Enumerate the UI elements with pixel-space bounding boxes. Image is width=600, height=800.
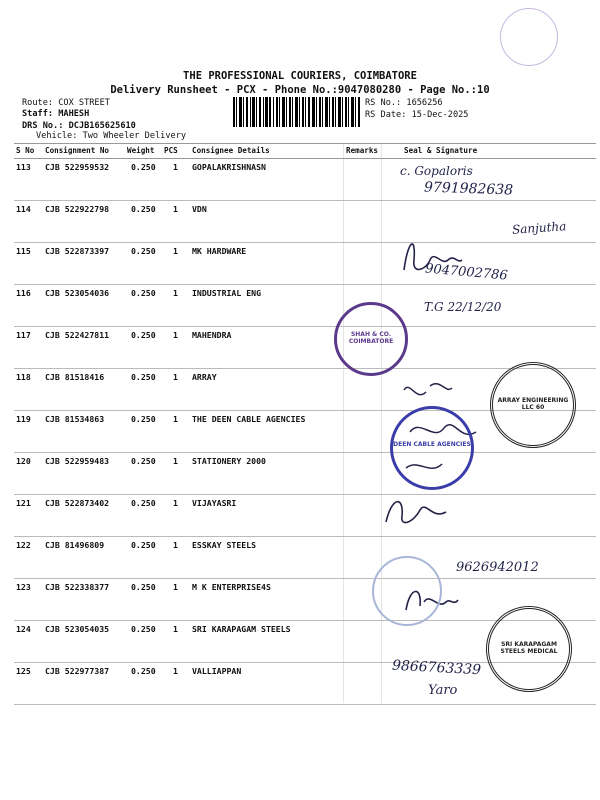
drs-number: [22, 121, 136, 131]
cell-sno: 120: [16, 456, 31, 466]
table-row: [14, 242, 596, 285]
stamp-sri-karapagam: SRI KARAPAGAM STEELS MEDICAL: [486, 606, 572, 692]
signature-113: c. Gopaloris: [400, 164, 473, 178]
stamp-shah-co: SHAH & CO. COIMBATORE: [334, 302, 408, 376]
rs-date: RS Date: 15-Dec-2025: [365, 110, 469, 120]
cell-sno: 115: [16, 246, 31, 256]
cell-name: M K ENTERPRISE4S: [192, 582, 271, 592]
cell-pcs: 1: [173, 330, 178, 340]
cell-wt: 0.250: [131, 666, 156, 676]
cell-pcs: 1: [173, 498, 178, 508]
drs-value: DCJB165625610: [68, 121, 136, 131]
vehicle-label: Vehicle: Two Wheeler Delivery: [36, 131, 187, 141]
header-remarks: Remarks: [346, 146, 379, 155]
cell-cno: CJB 522922798: [45, 204, 110, 214]
cell-sno: 119: [16, 414, 31, 424]
cell-pcs: 1: [173, 372, 178, 382]
cell-pcs: 1: [173, 162, 178, 172]
cell-sno: 116: [16, 288, 31, 298]
cell-cno: CJB 522977387: [45, 666, 110, 676]
header-pcs: PCS: [164, 146, 178, 155]
cell-name: MAHENDRA: [192, 330, 232, 340]
cell-cno: CJB 522873402: [45, 498, 110, 508]
cell-pcs: 1: [173, 624, 178, 634]
cell-wt: 0.250: [131, 624, 156, 634]
header-weight: Weight: [127, 146, 155, 155]
signature-125: Yaro: [428, 683, 458, 698]
phone-115: 9047002786: [424, 261, 509, 284]
cell-cno: CJB 81518416: [45, 372, 105, 382]
cell-pcs: 1: [173, 246, 178, 256]
table-header: [14, 143, 596, 159]
cell-cno: CJB 522959532: [45, 162, 110, 172]
company-title: THE PROFESSIONAL COURIERS, COIMBATORE: [183, 70, 417, 82]
phone-125: 9866763339: [391, 657, 482, 679]
table-row: [14, 200, 596, 243]
cell-wt: 0.250: [131, 246, 156, 256]
phone-113: 9791982638: [423, 179, 514, 199]
cell-sno: 122: [16, 540, 31, 550]
cell-pcs: 1: [173, 204, 178, 214]
cell-cno: CJB 522338377: [45, 582, 110, 592]
phone-123: 9626942012: [456, 560, 539, 575]
route-label: Route: COX STREET: [22, 98, 110, 108]
cell-pcs: 1: [173, 540, 178, 550]
cell-pcs: 1: [173, 414, 178, 424]
cell-name: ARRAY: [192, 372, 217, 382]
cell-name: STATIONERY 2000: [192, 456, 266, 466]
cell-name: VALLIAPPAN: [192, 666, 242, 676]
cell-wt: 0.250: [131, 498, 156, 508]
cell-pcs: 1: [173, 666, 178, 676]
faint-stamp-123: [372, 556, 442, 626]
signature-116: T.G 22/12/20: [424, 300, 502, 314]
header-seal: Seal & Signature: [404, 146, 478, 155]
scribble-115: [396, 230, 466, 280]
cell-wt: 0.250: [131, 540, 156, 550]
cell-wt: 0.250: [131, 288, 156, 298]
header-consignment: Consignment No: [45, 146, 110, 155]
cell-wt: 0.250: [131, 204, 156, 214]
header-consignee: Consignee Details: [192, 146, 270, 155]
stamp-array-engineering: ARRAY ENGINEERING LLC 60: [490, 362, 576, 448]
cell-cno: CJB 523054036: [45, 288, 110, 298]
cell-sno: 114: [16, 204, 31, 214]
table-row: [14, 284, 596, 327]
runsheet-title: Delivery Runsheet - PCX - Phone No.:9047080280 - Page No.:10: [110, 84, 490, 96]
stamp-deen-cable: DEEN CABLE AGENCIES: [390, 406, 474, 490]
cell-pcs: 1: [173, 456, 178, 466]
cell-wt: 0.250: [131, 414, 156, 424]
cell-sno: 125: [16, 666, 31, 676]
cell-name: INDUSTRIAL ENG: [192, 288, 262, 298]
cell-cno: CJB 522959483: [45, 456, 110, 466]
cell-name: MK HARDWARE: [192, 246, 247, 256]
cell-wt: 0.250: [131, 330, 156, 340]
header-sno: S No: [16, 146, 35, 155]
staff-label: Staff: MAHESH: [22, 109, 90, 119]
cell-pcs: 1: [173, 288, 178, 298]
cell-cno: CJB 523054035: [45, 624, 110, 634]
cell-cno: CJB 81534863: [45, 414, 105, 424]
cell-cno: CJB 81496809: [45, 540, 105, 550]
faint-stamp-top: [500, 8, 558, 66]
cell-sno: 124: [16, 624, 31, 634]
cell-wt: 0.250: [131, 162, 156, 172]
cell-name: GOPALAKRISHNASN: [192, 162, 266, 172]
cell-wt: 0.250: [131, 456, 156, 466]
table-row: [14, 326, 596, 369]
signature-114: Sanjutha: [511, 219, 567, 237]
cell-name: SRI KARAPAGAM STEELS: [192, 624, 291, 634]
cell-sno: 113: [16, 162, 31, 172]
cell-wt: 0.250: [131, 372, 156, 382]
cell-cno: CJB 522427811: [45, 330, 110, 340]
cell-sno: 123: [16, 582, 31, 592]
table-row: [14, 494, 596, 537]
cell-sno: 117: [16, 330, 31, 340]
cell-cno: CJB 522873397: [45, 246, 110, 256]
cell-name: ESSKAY STEELS: [192, 540, 257, 550]
cell-sno: 118: [16, 372, 31, 382]
drs-label: DRS No.:: [22, 121, 64, 131]
cell-pcs: 1: [173, 582, 178, 592]
cell-name: VIJAYASRI: [192, 498, 237, 508]
cell-sno: 121: [16, 498, 31, 508]
table-row: [14, 452, 596, 495]
rs-number: RS No.: 1656256: [365, 98, 443, 108]
cell-name: VDN: [192, 204, 207, 214]
scribble-121: [380, 492, 450, 532]
cell-name: THE DEEN CABLE AGENCIES: [192, 414, 306, 424]
barcode: [233, 97, 361, 127]
cell-wt: 0.250: [131, 582, 156, 592]
